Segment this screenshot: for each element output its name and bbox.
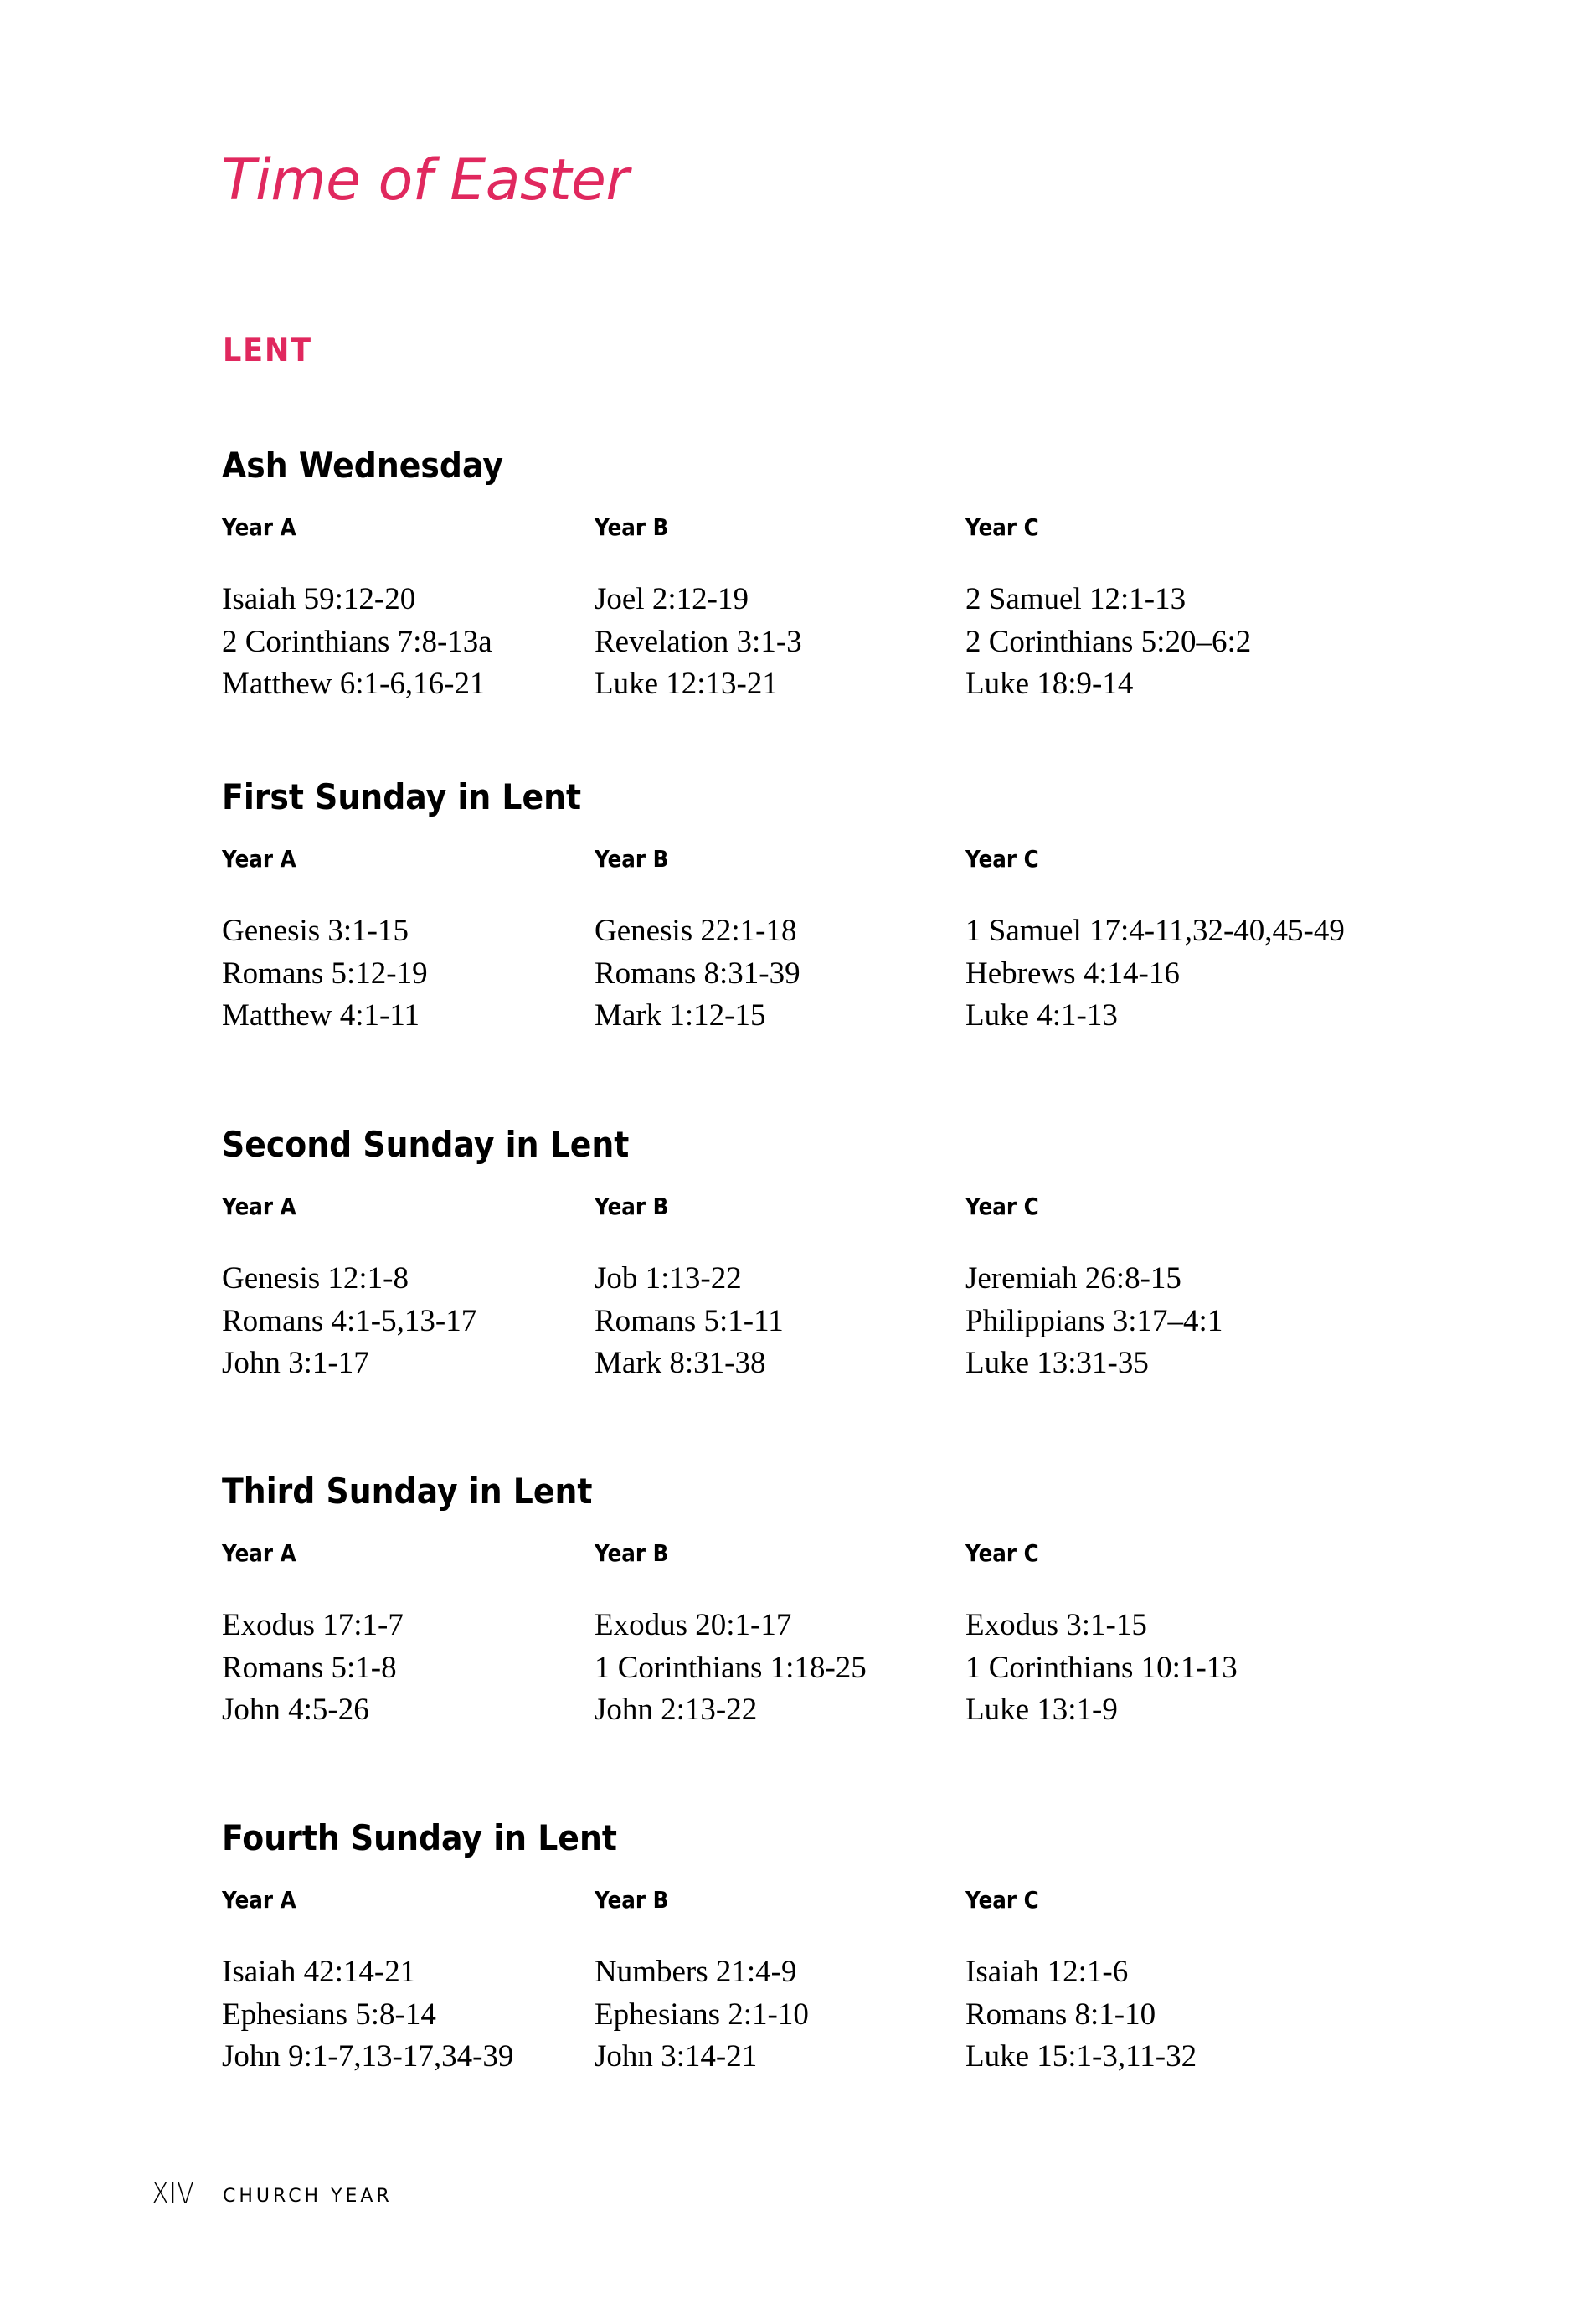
reading-citation: Exodus 3:1-15 (965, 1608, 1147, 1642)
year-label: Year C (965, 1886, 1039, 1914)
readings-list (222, 1951, 590, 2079)
year-column (222, 1539, 590, 1732)
lectionary-section (222, 445, 1436, 780)
year-label: Year B (595, 1193, 669, 1220)
reading-citation: Luke 15:1-3,11-32 (965, 2039, 1197, 2074)
year-label: Year B (595, 845, 669, 873)
reading-citation: Romans 5:1-11 (595, 1303, 784, 1338)
year-column (595, 1539, 963, 1732)
year-label: Year A (222, 1886, 296, 1914)
lectionary-section (222, 776, 1436, 1111)
year-column (965, 513, 1334, 706)
section-title: Fourth Sunday in Lent (222, 1817, 617, 1858)
year-column (965, 845, 1345, 1038)
lectionary-section (222, 1817, 1436, 2152)
year-column (222, 1193, 590, 1385)
reading-citation: Romans 5:12-19 (222, 956, 428, 991)
reading-citation: John 3:14-21 (595, 2039, 758, 2074)
readings-list (965, 1951, 1334, 2079)
year-label: Year A (222, 1193, 296, 1220)
reading-citation: Genesis 22:1-18 (595, 914, 797, 948)
reading-citation: Ephesians 2:1-10 (595, 1997, 809, 2032)
reading-citation: Luke 18:9-14 (965, 667, 1134, 701)
reading-citation: Luke 4:1-13 (965, 998, 1118, 1033)
reading-citation: Genesis 12:1-8 (222, 1261, 409, 1296)
year-column (222, 513, 590, 706)
reading-citation: Romans 4:1-5,13-17 (222, 1303, 477, 1338)
year-label: Year B (595, 513, 669, 541)
reading-citation: John 9:1-7,13-17,34-39 (222, 2039, 514, 2074)
year-label: Year A (222, 845, 296, 873)
reading-citation: Exodus 17:1-7 (222, 1608, 404, 1642)
year-column (965, 1193, 1334, 1385)
year-label: Year C (965, 1539, 1039, 1567)
reading-citation: Hebrews 4:14-16 (965, 956, 1180, 991)
section-title: First Sunday in Lent (222, 776, 582, 817)
reading-citation: John 3:1-17 (222, 1346, 369, 1380)
reading-citation: 2 Corinthians 5:20–6:2 (965, 624, 1252, 659)
readings-list (595, 1605, 963, 1732)
year-column (595, 1193, 963, 1385)
reading-citation: Romans 8:1-10 (965, 1997, 1156, 2032)
reading-citation: Luke 12:13-21 (595, 667, 778, 701)
readings-list (965, 579, 1334, 706)
year-column (965, 1886, 1334, 2079)
year-column (965, 1539, 1334, 1732)
reading-citation: Exodus 20:1-17 (595, 1608, 792, 1642)
reading-citation: 1 Corinthians 10:1-13 (965, 1650, 1238, 1685)
year-label: Year A (222, 513, 296, 541)
readings-list (222, 579, 590, 706)
reading-citation: John 4:5-26 (222, 1693, 369, 1727)
reading-citation: Matthew 4:1-11 (222, 998, 420, 1033)
reading-citation: Mark 8:31-38 (595, 1346, 766, 1380)
readings-list (222, 910, 590, 1038)
reading-citation: Numbers 21:4-9 (595, 1955, 797, 1989)
readings-list (222, 1258, 590, 1385)
section-title: Third Sunday in Lent (222, 1471, 593, 1512)
running-title: CHURCH YEAR (223, 2186, 393, 2207)
reading-citation: Romans 8:31-39 (595, 956, 800, 991)
year-column (222, 1886, 590, 2079)
year-column (595, 513, 963, 706)
readings-list (965, 910, 1345, 1038)
section-title: Second Sunday in Lent (222, 1124, 630, 1165)
year-column (222, 845, 590, 1038)
section-title: Ash Wednesday (222, 445, 503, 486)
year-column (595, 1886, 963, 2079)
reading-citation: Luke 13:31-35 (965, 1346, 1149, 1380)
reading-citation: Mark 1:12-15 (595, 998, 766, 1033)
year-label: Year B (595, 1539, 669, 1567)
reading-citation: 1 Corinthians 1:18-25 (595, 1650, 867, 1685)
year-label: Year C (965, 513, 1039, 541)
lectionary-section (222, 1124, 1436, 1459)
reading-citation: Isaiah 59:12-20 (222, 582, 416, 616)
reading-citation: 2 Corinthians 7:8-13a (222, 624, 492, 659)
reading-citation: Isaiah 42:14-21 (222, 1955, 416, 1989)
reading-citation: Philippians 3:17–4:1 (965, 1303, 1223, 1338)
reading-citation: 2 Samuel 12:1-13 (965, 582, 1187, 616)
readings-list (595, 910, 963, 1038)
reading-citation: Matthew 6:1-6,16-21 (222, 667, 486, 701)
page-title: Time of Easter (221, 147, 629, 214)
year-label: Year C (965, 1193, 1039, 1220)
lectionary-section (222, 1471, 1436, 1806)
reading-citation: John 2:13-22 (595, 1693, 758, 1727)
readings-list (965, 1605, 1334, 1732)
reading-citation: Jeremiah 26:8-15 (965, 1261, 1181, 1296)
readings-list (595, 1951, 963, 2079)
reading-citation: Genesis 3:1-15 (222, 914, 409, 948)
page-number: XIV (152, 2177, 194, 2211)
year-column (595, 845, 963, 1038)
year-label: Year A (222, 1539, 296, 1567)
year-label: Year C (965, 845, 1039, 873)
reading-citation: Romans 5:1-8 (222, 1650, 397, 1685)
year-label: Year B (595, 1886, 669, 1914)
season-heading: LENT (223, 332, 312, 369)
reading-citation: Revelation 3:1-3 (595, 624, 802, 659)
readings-list (595, 1258, 963, 1385)
reading-citation: 1 Samuel 17:4-11,32-40,45-49 (965, 914, 1345, 948)
reading-citation: Luke 13:1-9 (965, 1693, 1118, 1727)
readings-list (965, 1258, 1334, 1385)
reading-citation: Joel 2:12-19 (595, 582, 749, 616)
reading-citation: Ephesians 5:8-14 (222, 1997, 436, 2032)
readings-list (595, 579, 963, 706)
reading-citation: Job 1:13-22 (595, 1261, 742, 1296)
reading-citation: Isaiah 12:1-6 (965, 1955, 1129, 1989)
readings-list (222, 1605, 590, 1732)
